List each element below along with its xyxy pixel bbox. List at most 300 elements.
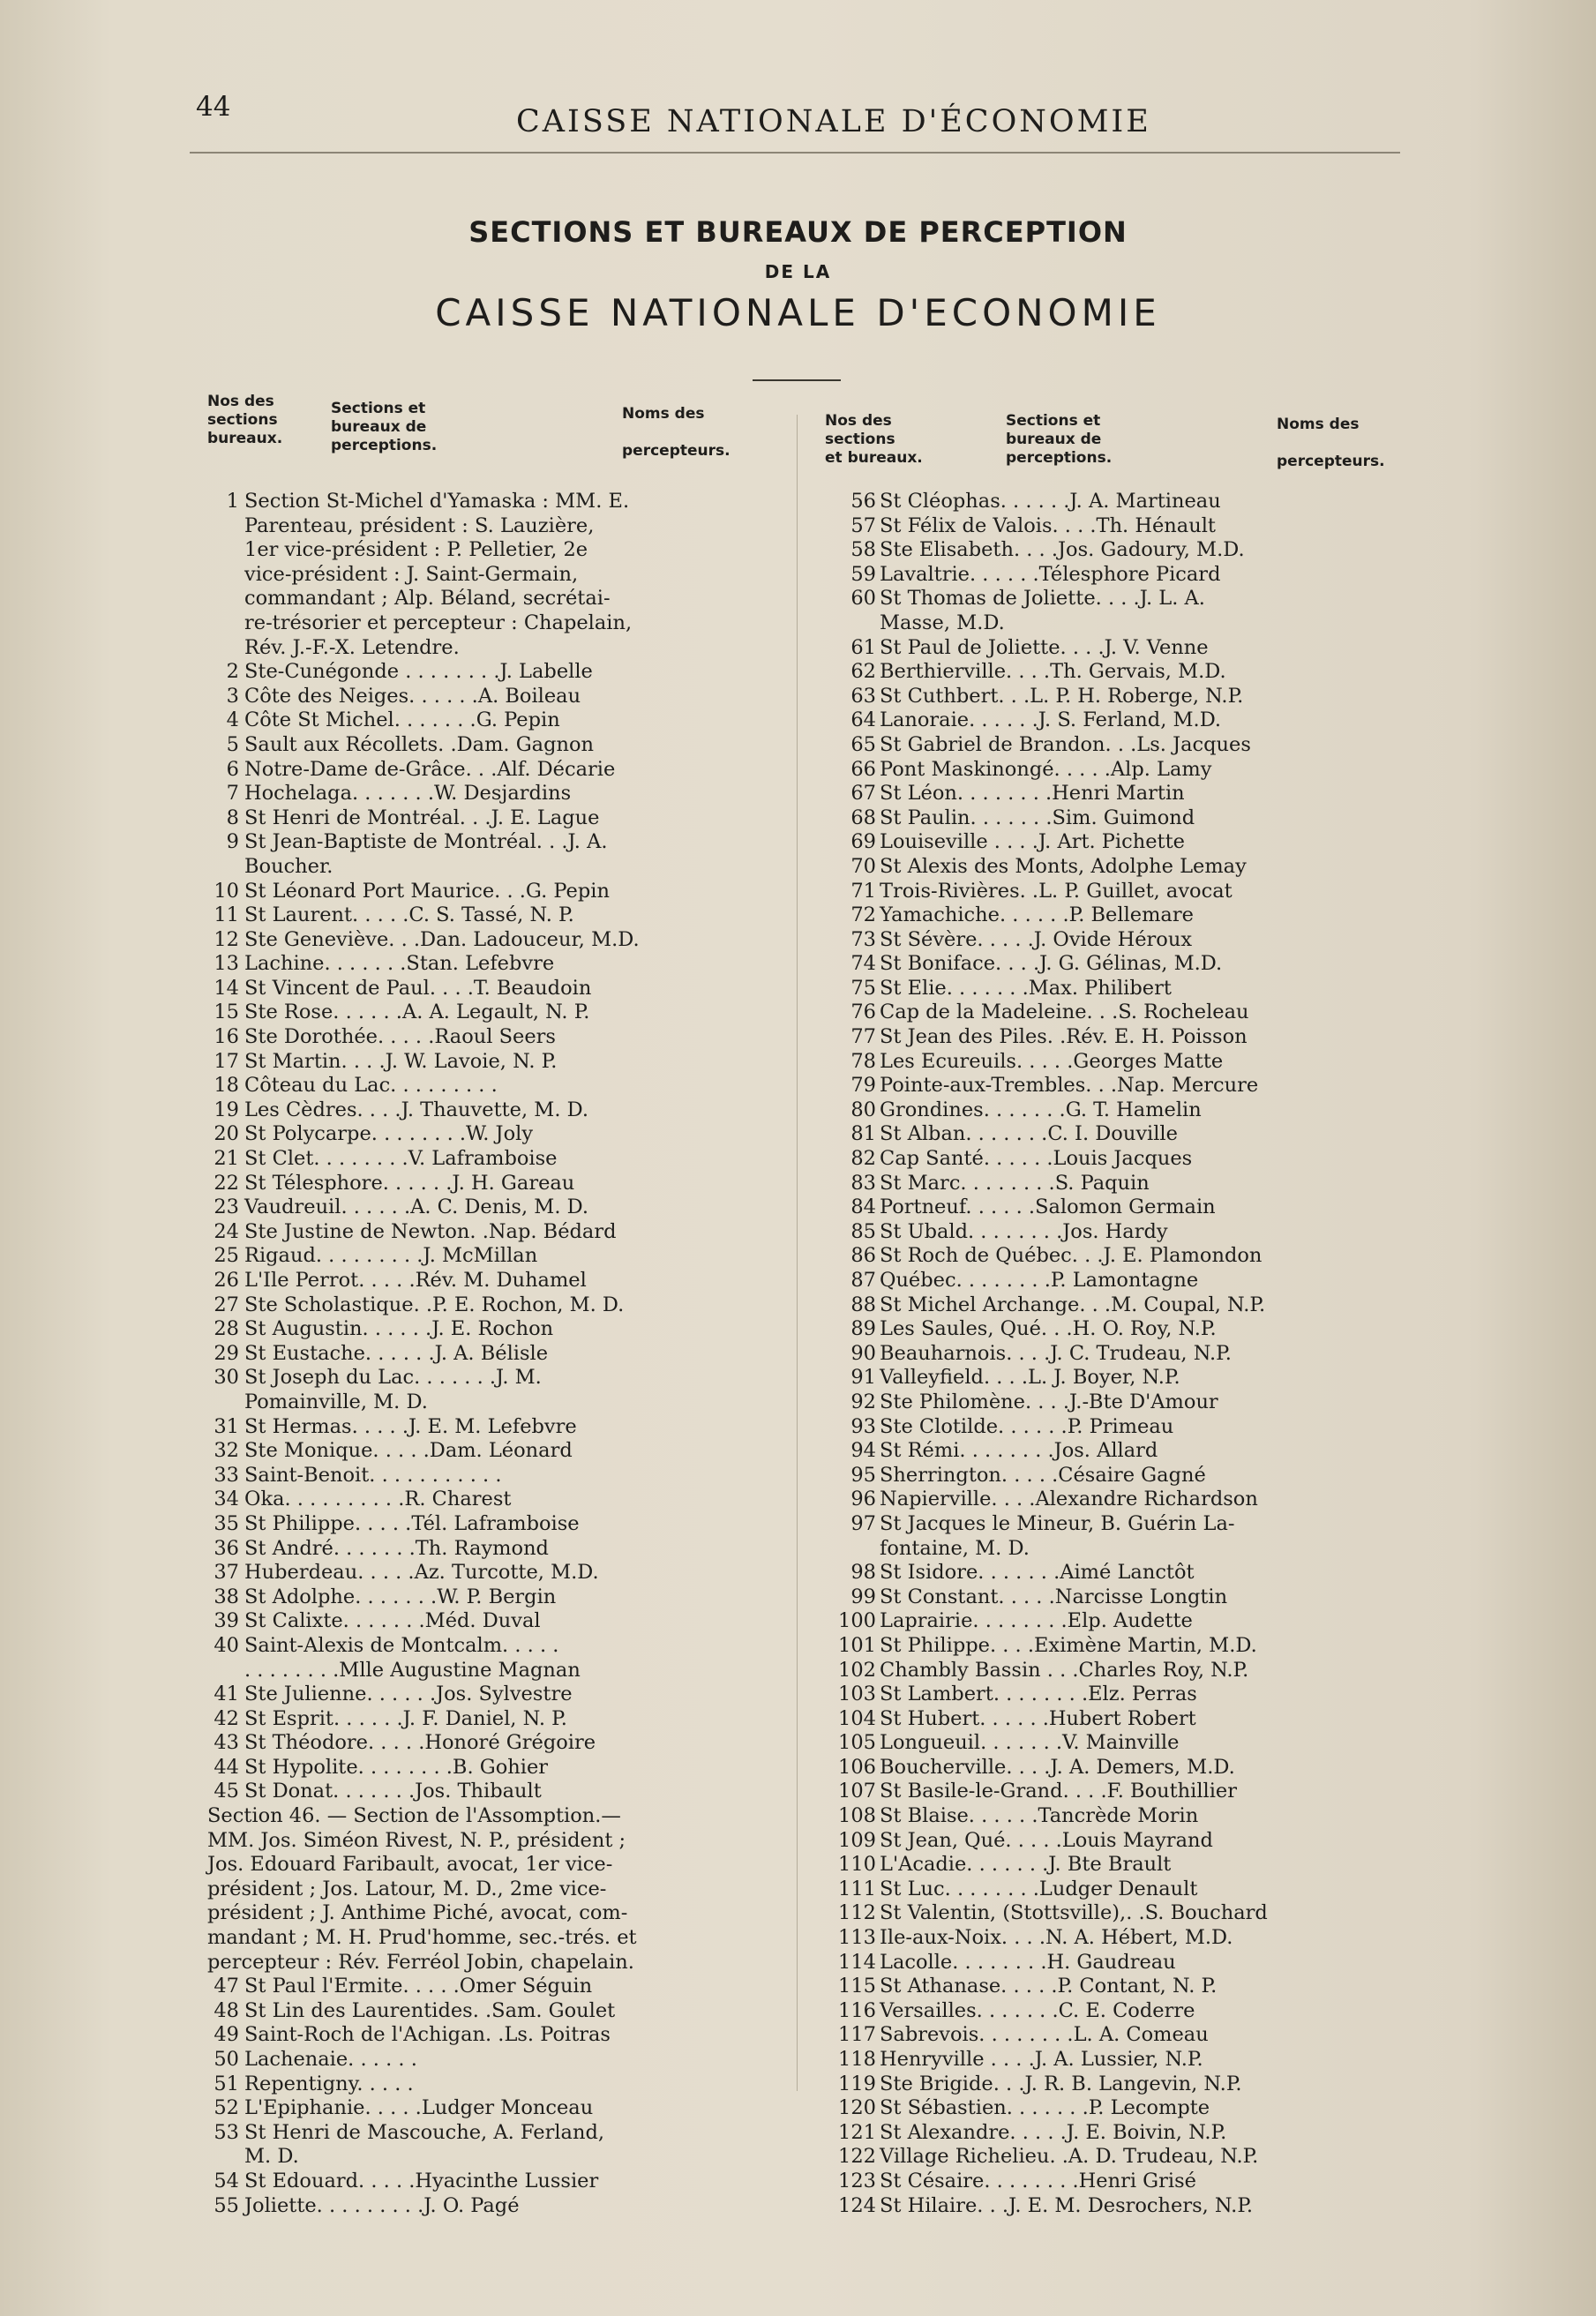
header-collector-names: Noms des percepteurs. bbox=[1277, 416, 1385, 470]
list-item bbox=[825, 2170, 1398, 2194]
entry-number: 118 bbox=[838, 2048, 876, 2071]
list-item bbox=[825, 538, 1398, 563]
list-item bbox=[825, 2145, 1398, 2170]
title-rule bbox=[753, 379, 841, 381]
entry-number: 21 bbox=[214, 1147, 239, 1171]
entry-text: Joliette. . . . . . . . .J. O. Pagé bbox=[244, 2193, 520, 2217]
entry-text: St Edouard. . . . .Hyacinthe Lussier bbox=[244, 2169, 599, 2192]
entry-text: Village Richelieu. .A. D. Trudeau, N.P. bbox=[880, 2145, 1259, 2169]
entry-number: 50 bbox=[214, 2048, 239, 2071]
list-item bbox=[825, 758, 1398, 783]
list-item bbox=[207, 2048, 754, 2072]
entry-number: 26 bbox=[214, 1269, 239, 1292]
entry-text: St Sévère. . . . .J. Ovide Héroux bbox=[880, 927, 1193, 951]
entry-number: 11 bbox=[214, 903, 239, 927]
list-item bbox=[825, 1317, 1398, 1342]
entry-number: 53 bbox=[214, 2120, 239, 2144]
entry-text: Ste Justine de Newton. .Nap. Bédard bbox=[244, 1219, 617, 1243]
entry-text: St Léon. . . . . . . .Henri Martin bbox=[880, 782, 1185, 806]
entry-text: St Félix de Valois. . . .Th. Hénault bbox=[880, 513, 1216, 537]
entry-number: 23 bbox=[214, 1195, 239, 1219]
entry-text: Huberdeau. . . . .Az. Turcotte, M.D. bbox=[244, 1561, 599, 1585]
entry-number: 64 bbox=[850, 708, 876, 732]
list-item bbox=[825, 636, 1398, 661]
list-item bbox=[825, 1731, 1398, 1756]
entry-text: Lanoraie. . . . . .J. S. Ferland, M.D. bbox=[880, 708, 1222, 732]
entry-number: 100 bbox=[838, 1609, 876, 1633]
entry-number: 98 bbox=[850, 1561, 876, 1585]
entry-text: Chambly Bassin . . .Charles Roy, N.P. bbox=[880, 1658, 1249, 1682]
list-item bbox=[207, 708, 754, 733]
entry-text: Lavaltrie. . . . . .Télesphore Picard bbox=[880, 562, 1221, 586]
entry-number: 55 bbox=[214, 2193, 239, 2217]
entry-number: 110 bbox=[838, 1853, 876, 1877]
entry-number: 45 bbox=[214, 1780, 239, 1803]
entry-number: 84 bbox=[850, 1195, 876, 1219]
entry-text: Ste Brigide. . .J. R. B. Langevin, N.P. bbox=[880, 2072, 1242, 2095]
entry-number: 93 bbox=[850, 1414, 876, 1438]
left-column-header bbox=[207, 393, 754, 490]
entry-text: St Eustache. . . . . .J. A. Bélisle bbox=[244, 1341, 549, 1365]
entry-text: St Théodore. . . . .Honoré Grégoire bbox=[244, 1731, 596, 1755]
entry-text: Lacolle. . . . . . . .H. Gaudreau bbox=[880, 1950, 1176, 1974]
list-item bbox=[207, 1561, 754, 1585]
list-item bbox=[207, 1609, 754, 1634]
entry-number: 70 bbox=[850, 854, 876, 878]
entry-number: 85 bbox=[850, 1219, 876, 1243]
list-item bbox=[207, 733, 754, 758]
entry-number: 41 bbox=[214, 1683, 239, 1706]
entry-text: St Clet. . . . . . . .V. Laframboise bbox=[244, 1147, 558, 1171]
list-item bbox=[825, 880, 1398, 904]
list-item bbox=[825, 1147, 1398, 1172]
left-entry-list bbox=[207, 490, 754, 2218]
entry-number: 33 bbox=[214, 1463, 239, 1487]
entry-text: St Alexis des Monts, Adolphe Lemay bbox=[880, 854, 1247, 878]
entry-text: St Paul de Joliette. . . .J. V. Venne bbox=[880, 635, 1209, 659]
list-item bbox=[825, 977, 1398, 1001]
list-item bbox=[825, 928, 1398, 953]
entry-text: Les Ecureuils. . . . .Georges Matte bbox=[880, 1049, 1224, 1073]
entry-number: 89 bbox=[850, 1317, 876, 1341]
list-item bbox=[825, 1293, 1398, 1318]
entry-text: St Boniface. . . .J. G. Gélinas, M.D. bbox=[880, 952, 1223, 976]
entry-number: 62 bbox=[850, 660, 876, 684]
list-item bbox=[825, 1488, 1398, 1512]
entry-number: 96 bbox=[850, 1488, 876, 1511]
entry-number: 94 bbox=[850, 1439, 876, 1463]
entry-text: Pont Maskinongé. . . . .Alp. Lamy bbox=[880, 757, 1212, 781]
list-item bbox=[207, 1975, 754, 1999]
entry-text: Laprairie. . . . . . . .Elp. Audette bbox=[880, 1609, 1193, 1633]
entry-number: 5 bbox=[226, 732, 239, 756]
entry-text: Rigaud. . . . . . . . .J. McMillan bbox=[244, 1244, 538, 1268]
entry-number: 59 bbox=[850, 562, 876, 586]
entry-text: St Alban. . . . . . .C. I. Douville bbox=[880, 1122, 1178, 1146]
entry-number: 102 bbox=[838, 1658, 876, 1682]
list-item bbox=[207, 2194, 754, 2219]
entry-number: 14 bbox=[214, 976, 239, 1000]
entry-number: 32 bbox=[214, 1439, 239, 1463]
list-item bbox=[207, 660, 754, 685]
entry-number: 7 bbox=[226, 782, 239, 806]
entry-text: Ste Julienne. . . . . .Jos. Sylvestre bbox=[244, 1683, 573, 1706]
list-item bbox=[825, 1999, 1398, 2024]
list-item bbox=[207, 2023, 754, 2048]
entry-text: Ste Clotilde. . . . . .P. Primeau bbox=[880, 1414, 1174, 1438]
entry-number: 115 bbox=[838, 1975, 876, 1998]
entry-text: Berthierville. . . .Th. Gervais, M.D. bbox=[880, 660, 1226, 684]
list-item bbox=[207, 928, 754, 953]
entry-number: 1 bbox=[226, 490, 239, 513]
list-item bbox=[825, 708, 1398, 733]
entry-number: 9 bbox=[226, 830, 239, 854]
list-item bbox=[207, 1293, 754, 1318]
entry-number: 72 bbox=[850, 903, 876, 927]
entry-number: 24 bbox=[214, 1219, 239, 1243]
entry-text: St Ubald. . . . . . . .Jos. Hardy bbox=[880, 1219, 1168, 1243]
list-item bbox=[207, 490, 754, 660]
entry-number: 3 bbox=[226, 684, 239, 708]
list-item bbox=[825, 1122, 1398, 1147]
entry-number: 81 bbox=[850, 1122, 876, 1146]
list-item bbox=[207, 1098, 754, 1123]
entry-text: St Adolphe. . . . . . .W. P. Bergin bbox=[244, 1585, 557, 1608]
list-item bbox=[825, 1901, 1398, 1926]
entry-text: St Césaire. . . . . . . .Henri Grisé bbox=[880, 2169, 1196, 2192]
entry-number: 28 bbox=[214, 1317, 239, 1341]
entry-text: St Polycarpe. . . . . . . .W. Joly bbox=[244, 1122, 534, 1146]
entry-number: 124 bbox=[838, 2193, 876, 2217]
list-item bbox=[825, 1001, 1398, 1025]
list-item bbox=[825, 1756, 1398, 1780]
entry-number: 122 bbox=[838, 2145, 876, 2169]
entry-number: 83 bbox=[850, 1171, 876, 1195]
list-item bbox=[825, 733, 1398, 758]
entry-text: St Jean des Piles. .Rév. E. H. Poisson bbox=[880, 1025, 1248, 1049]
entry-text: Cap de la Madeleine. . .S. Rocheleau bbox=[880, 1001, 1249, 1024]
list-item bbox=[207, 1269, 754, 1293]
entry-number: 68 bbox=[850, 806, 876, 829]
list-item bbox=[825, 1415, 1398, 1440]
entry-text: St Esprit. . . . . .J. F. Daniel, N. P. bbox=[244, 1706, 567, 1730]
list-item bbox=[825, 1804, 1398, 1829]
header-section-numbers: Nos des sections et bureaux. bbox=[825, 412, 923, 467]
list-item bbox=[825, 2023, 1398, 2048]
entry-text: St Télesphore. . . . . .J. H. Gareau bbox=[244, 1171, 575, 1195]
entry-number: 67 bbox=[850, 782, 876, 806]
list-item bbox=[825, 1464, 1398, 1488]
entry-number: 16 bbox=[214, 1025, 239, 1049]
entry-text: L'Ile Perrot. . . . .Rév. M. Duhamel bbox=[244, 1269, 587, 1292]
left-column bbox=[207, 393, 754, 2218]
title-line-2: DE LA bbox=[764, 261, 832, 282]
entry-number: 31 bbox=[214, 1414, 239, 1438]
list-item bbox=[825, 2048, 1398, 2072]
entry-text: Ste Rose. . . . . .A. A. Legault, N. P. bbox=[244, 1001, 590, 1024]
list-item bbox=[207, 1025, 754, 1050]
entry-number: 80 bbox=[850, 1098, 876, 1121]
entry-number: 119 bbox=[838, 2072, 876, 2095]
entry-number: 34 bbox=[214, 1488, 239, 1511]
entry-text: L'Epiphanie. . . . .Ludger Monceau bbox=[244, 2096, 594, 2120]
entry-number: 105 bbox=[838, 1731, 876, 1755]
entry-text: Côte des Neiges. . . . . .A. Boileau bbox=[244, 684, 581, 708]
entry-text: Louiseville . . . .J. Art. Pichette bbox=[880, 830, 1185, 854]
entry-text: Notre-Dame de-Grâce. . .Alf. Décarie bbox=[244, 757, 616, 781]
entry-text: Pointe-aux-Trembles. . .Nap. Mercure bbox=[880, 1074, 1259, 1098]
entry-number: 97 bbox=[850, 1511, 876, 1535]
entry-text: Saint-Alexis de Montcalm. . . . . . . . . . . . .Mlle Augustine Magnan bbox=[244, 1633, 581, 1682]
entry-text: St Valentin, (Stottsville),. .S. Bouchard bbox=[880, 1901, 1268, 1925]
entry-text: Les Saules, Qué. . .H. O. Roy, N.P. bbox=[880, 1317, 1217, 1341]
entry-text: Ste Geneviève. . .Dan. Ladouceur, M.D. bbox=[244, 927, 640, 951]
list-item bbox=[825, 1683, 1398, 1707]
entry-number: 95 bbox=[850, 1463, 876, 1487]
entry-text: St Constant. . . . .Narcisse Longtin bbox=[880, 1585, 1228, 1608]
entry-text: Versailles. . . . . . .C. E. Coderre bbox=[880, 1998, 1195, 2022]
entry-number: 13 bbox=[214, 952, 239, 976]
entry-text: Vaudreuil. . . . . .A. C. Denis, M. D. bbox=[244, 1195, 589, 1219]
entry-text: Valleyfield. . . .L. J. Boyer, N.P. bbox=[880, 1366, 1180, 1390]
entry-text: Côte St Michel. . . . . . .G. Pepin bbox=[244, 708, 560, 732]
entry-number: 15 bbox=[214, 1001, 239, 1024]
entry-text: Saint-Benoit. . . . . . . . . . . bbox=[244, 1463, 502, 1487]
entry-number: 101 bbox=[838, 1633, 876, 1657]
list-item bbox=[207, 1147, 754, 1172]
entry-number: 43 bbox=[214, 1731, 239, 1755]
entry-text: Portneuf. . . . . .Salomon Germain bbox=[880, 1195, 1216, 1219]
entry-text: Ste Elisabeth. . . .Jos. Gadoury, M.D. bbox=[880, 538, 1245, 562]
list-item bbox=[825, 1926, 1398, 1951]
entry-text: Les Cèdres. . . .J. Thauvette, M. D. bbox=[244, 1098, 589, 1121]
entry-text: St Léonard Port Maurice. . .G. Pepin bbox=[244, 879, 610, 903]
entry-number: 75 bbox=[850, 976, 876, 1000]
list-item bbox=[207, 1195, 754, 1220]
entry-number: 99 bbox=[850, 1585, 876, 1608]
entry-text: Lachine. . . . . . .Stan. Lefebvre bbox=[244, 952, 555, 976]
entry-number: 38 bbox=[214, 1585, 239, 1608]
list-item bbox=[207, 1244, 754, 1269]
entry-text: St Philippe. . . .Eximène Martin, M.D. bbox=[880, 1633, 1257, 1657]
entry-number: 57 bbox=[850, 513, 876, 537]
entry-number: 111 bbox=[838, 1877, 876, 1900]
list-item bbox=[825, 1951, 1398, 1975]
entry-number: 112 bbox=[838, 1901, 876, 1925]
entry-text: St Philippe. . . . .Tél. Laframboise bbox=[244, 1511, 580, 1535]
entry-text: St Henri de Montréal. . .J. E. Lague bbox=[244, 806, 600, 829]
list-item bbox=[825, 1609, 1398, 1634]
entry-text: Ste-Cunégonde . . . . . . . .J. Labelle bbox=[244, 660, 593, 684]
list-item bbox=[825, 1220, 1398, 1245]
header-section-names: Sections et bureaux de perceptions. bbox=[331, 400, 438, 454]
entry-number: 92 bbox=[850, 1390, 876, 1413]
entry-text: Saint-Roch de l'Achigan. .Ls. Poitras bbox=[244, 2023, 611, 2047]
list-item bbox=[207, 782, 754, 806]
entry-number: 36 bbox=[214, 1536, 239, 1560]
list-item bbox=[825, 490, 1398, 514]
list-item bbox=[825, 1172, 1398, 1196]
right-column-header bbox=[825, 412, 1398, 490]
list-item bbox=[207, 2121, 754, 2170]
entry-text: St Cuthbert. . .L. P. H. Roberge, N.P. bbox=[880, 684, 1244, 708]
entry-number: 121 bbox=[838, 2120, 876, 2144]
entry-text: St Jacques le Mineur, B. Guérin La- fontaine, M. D. bbox=[880, 1511, 1235, 1560]
list-item bbox=[207, 1172, 754, 1196]
entry-text: St Michel Archange. . .M. Coupal, N.P. bbox=[880, 1293, 1266, 1316]
entry-text: St Cléophas. . . . . .J. A. Martineau bbox=[880, 490, 1221, 513]
list-item bbox=[825, 1780, 1398, 1804]
entry-text: St Thomas de Joliette. . . .J. L. A. Masse, M.D. bbox=[880, 587, 1205, 634]
title-line-1: SECTIONS ET BUREAUX DE PERCEPTION bbox=[468, 215, 1128, 249]
entry-text: St Roch de Québec. . .J. E. Plamondon bbox=[880, 1244, 1263, 1268]
list-item bbox=[207, 1634, 754, 1683]
entry-text: St Calixte. . . . . . .Méd. Duval bbox=[244, 1609, 541, 1633]
entry-text: St Martin. . . .J. W. Lavoie, N. P. bbox=[244, 1049, 558, 1073]
entry-text: St Hilaire. . .J. E. M. Desrochers, N.P. bbox=[880, 2193, 1254, 2217]
right-entry-list bbox=[825, 490, 1398, 2218]
entry-text: Ile-aux-Noix. . . .N. A. Hébert, M.D. bbox=[880, 1926, 1233, 1950]
entry-text: St Henri de Mascouche, A. Ferland, M. D. bbox=[244, 2120, 605, 2169]
list-item bbox=[825, 952, 1398, 977]
entry-text: St Sébastien. . . . . . .P. Lecompte bbox=[880, 2096, 1210, 2120]
header-section-numbers: Nos des sections bureaux. bbox=[207, 393, 283, 447]
entry-text: St Blaise. . . . . .Tancrède Morin bbox=[880, 1804, 1199, 1828]
entry-number: 37 bbox=[214, 1561, 239, 1585]
list-item bbox=[207, 1001, 754, 1025]
header-collector-names: Noms des percepteurs. bbox=[622, 405, 731, 460]
entry-text: St Athanase. . . . .P. Contant, N. P. bbox=[880, 1975, 1218, 1998]
entry-text: St Marc. . . . . . . .S. Paquin bbox=[880, 1171, 1150, 1195]
entry-number: 61 bbox=[850, 635, 876, 659]
list-item bbox=[207, 977, 754, 1001]
entry-number: 86 bbox=[850, 1244, 876, 1268]
list-item bbox=[207, 1122, 754, 1147]
entry-text: St Hubert. . . . . .Hubert Robert bbox=[880, 1706, 1196, 1730]
entry-text: St Luc. . . . . . . .Ludger Denault bbox=[880, 1877, 1198, 1900]
entry-text: Longueuil. . . . . . .V. Mainville bbox=[880, 1731, 1180, 1755]
entry-text: Repentigny. . . . . bbox=[244, 2072, 414, 2095]
list-item bbox=[207, 2096, 754, 2121]
header-rule bbox=[190, 152, 1400, 154]
list-item bbox=[207, 952, 754, 977]
list-item bbox=[207, 1074, 754, 1098]
entry-number: 87 bbox=[850, 1269, 876, 1292]
entry-number: 82 bbox=[850, 1147, 876, 1171]
entry-text: St Isidore. . . . . . .Aimé Lanctôt bbox=[880, 1561, 1195, 1585]
entry-number: 78 bbox=[850, 1049, 876, 1073]
entry-number: 6 bbox=[226, 757, 239, 781]
entry-text: Côteau du Lac. . . . . . . . . bbox=[244, 1074, 498, 1098]
entry-text: St Lin des Laurentides. .Sam. Goulet bbox=[244, 1998, 616, 2022]
list-item bbox=[825, 2096, 1398, 2121]
entry-text: St Donat. . . . . . .Jos. Thibault bbox=[244, 1780, 542, 1803]
entry-number: 40 bbox=[214, 1633, 239, 1657]
entry-text: St Vincent de Paul. . . .T. Beaudoin bbox=[244, 976, 592, 1000]
running-head: CAISSE NATIONALE D'ÉCONOMIE bbox=[516, 104, 1151, 139]
entry-text: St Hermas. . . . .J. E. M. Lefebvre bbox=[244, 1414, 577, 1438]
entry-text: St Lambert. . . . . . . .Elz. Perras bbox=[880, 1683, 1197, 1706]
list-item bbox=[825, 1878, 1398, 1902]
entry-number: 76 bbox=[850, 1001, 876, 1024]
entry-text: Ste Philomène. . . .J.-Bte D'Amour bbox=[880, 1390, 1218, 1413]
entry-number: 109 bbox=[838, 1828, 876, 1852]
list-item bbox=[825, 782, 1398, 806]
list-item bbox=[825, 806, 1398, 831]
entry-text: Yamachiche. . . . . .P. Bellemare bbox=[880, 903, 1194, 927]
list-item bbox=[825, 1074, 1398, 1098]
list-item bbox=[825, 660, 1398, 685]
entry-text: Hochelaga. . . . . . .W. Desjardins bbox=[244, 782, 572, 806]
list-item bbox=[207, 806, 754, 831]
entry-text: Henryville . . . .J. A. Lussier, N.P. bbox=[880, 2048, 1203, 2071]
entry-text: St Hypolite. . . . . . . .B. Gohier bbox=[244, 1755, 549, 1779]
entry-text: St Paulin. . . . . . .Sim. Guimond bbox=[880, 806, 1195, 829]
title-line-3: CAISSE NATIONALE D'ECONOMIE bbox=[435, 291, 1161, 334]
entry-text: Lachenaie. . . . . . bbox=[244, 2048, 417, 2071]
list-item bbox=[207, 1464, 754, 1488]
list-item bbox=[825, 1439, 1398, 1464]
list-item bbox=[207, 830, 754, 879]
list-item bbox=[825, 1659, 1398, 1683]
entry-number: 4 bbox=[226, 708, 239, 732]
entry-text: St Laurent. . . . .C. S. Tassé, N. P. bbox=[244, 903, 574, 927]
list-item bbox=[207, 1317, 754, 1342]
entry-number: 27 bbox=[214, 1293, 239, 1316]
entry-number: 116 bbox=[838, 1998, 876, 2022]
entry-text: Ste Scholastique. .P. E. Rochon, M. D. bbox=[244, 1293, 625, 1316]
entry-number: 56 bbox=[850, 490, 876, 513]
entry-number: 25 bbox=[214, 1244, 239, 1268]
entry-text: Oka. . . . . . . . . .R. Charest bbox=[244, 1488, 512, 1511]
entry-number: 91 bbox=[850, 1366, 876, 1390]
entry-number: 103 bbox=[838, 1683, 876, 1706]
list-item bbox=[825, 1244, 1398, 1269]
entry-text: St Joseph du Lac. . . . . . .J. M. Pomainville, M. D. bbox=[244, 1366, 542, 1413]
entry-number: 77 bbox=[850, 1025, 876, 1049]
list-item bbox=[207, 1512, 754, 1537]
list-item bbox=[825, 1195, 1398, 1220]
entry-number: 60 bbox=[850, 587, 876, 611]
list-item bbox=[207, 1439, 754, 1464]
list-item bbox=[825, 1853, 1398, 1878]
list-item bbox=[207, 1683, 754, 1707]
entry-number: 79 bbox=[850, 1074, 876, 1098]
entry-number: 73 bbox=[850, 927, 876, 951]
list-item bbox=[825, 1512, 1398, 1561]
right-column bbox=[825, 412, 1398, 2218]
list-item bbox=[207, 1488, 754, 1512]
list-item bbox=[207, 1756, 754, 1780]
list-item bbox=[825, 855, 1398, 880]
list-item bbox=[207, 1804, 754, 1975]
entry-number: 74 bbox=[850, 952, 876, 976]
entry-text: Napierville. . . .Alexandre Richardson bbox=[880, 1488, 1258, 1511]
entry-number: 8 bbox=[226, 806, 239, 829]
list-item bbox=[207, 903, 754, 928]
list-item bbox=[207, 1050, 754, 1075]
entry-text: Québec. . . . . . . .P. Lamontagne bbox=[880, 1269, 1199, 1292]
entry-number: 71 bbox=[850, 879, 876, 903]
list-item bbox=[207, 1780, 754, 1804]
entry-number: 106 bbox=[838, 1755, 876, 1779]
list-item bbox=[825, 587, 1398, 635]
entry-number: 18 bbox=[214, 1074, 239, 1098]
list-item bbox=[825, 830, 1398, 855]
entry-text: St Rémi. . . . . . . .Jos. Allard bbox=[880, 1439, 1158, 1463]
entry-number: 114 bbox=[838, 1950, 876, 1974]
entry-number: 19 bbox=[214, 1098, 239, 1121]
